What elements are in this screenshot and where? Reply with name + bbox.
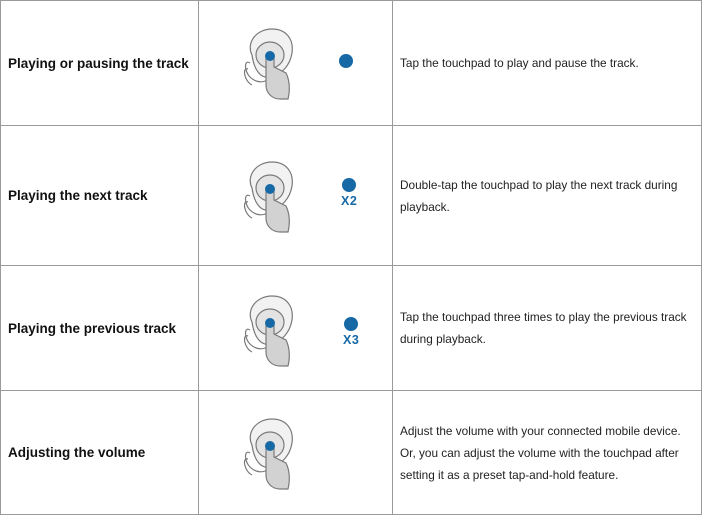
earbud-touch-icon [242,415,298,493]
tap-count-label: X3 [343,333,360,347]
action-label [1,1,199,126]
earbud-touch-icon [242,158,298,236]
tap-dot-icon [339,54,353,68]
illustration-cell [199,1,393,126]
illustration-cell [199,126,393,266]
earbud-touch-icon [242,25,298,103]
action-label [1,266,199,391]
illustration-cell [199,391,393,515]
tap-count-label: X2 [341,194,358,208]
description-line: Or, you can adjust the volume with the touchpad after [400,445,679,460]
tap-dot-icon [342,178,356,192]
table-row [1,126,702,266]
description-line: Tap the touchpad three times to play the previous track [400,310,687,324]
description-line: playback. [400,199,450,214]
illustration-cell [199,266,393,391]
description-line: Double-tap the touchpad to play the next track during [400,177,678,192]
table-row [1,391,702,515]
description-line: setting it as a preset tap-and-hold feature. [400,467,619,482]
description-line: Tap the touchpad to play and pause the track. [400,56,639,70]
action-label [1,391,199,515]
description-cell [393,391,702,515]
action-label-text: Playing or pausing the track [8,55,189,71]
table-row [1,1,702,126]
description-cell [393,1,702,126]
table-row [1,266,702,391]
description-cell [393,266,702,391]
action-label-text: Playing the previous track [8,320,177,336]
action-label-text: Adjusting the volume [8,445,146,460]
description-line: Adjust the volume with your connected mobile device. [400,423,681,438]
action-label [1,126,199,266]
tap-dot-icon [344,317,358,331]
description-cell [393,126,702,266]
earbud-touch-icon [242,292,298,370]
description-line: during playback. [400,332,486,346]
action-label-text: Playing the next track [8,188,148,203]
